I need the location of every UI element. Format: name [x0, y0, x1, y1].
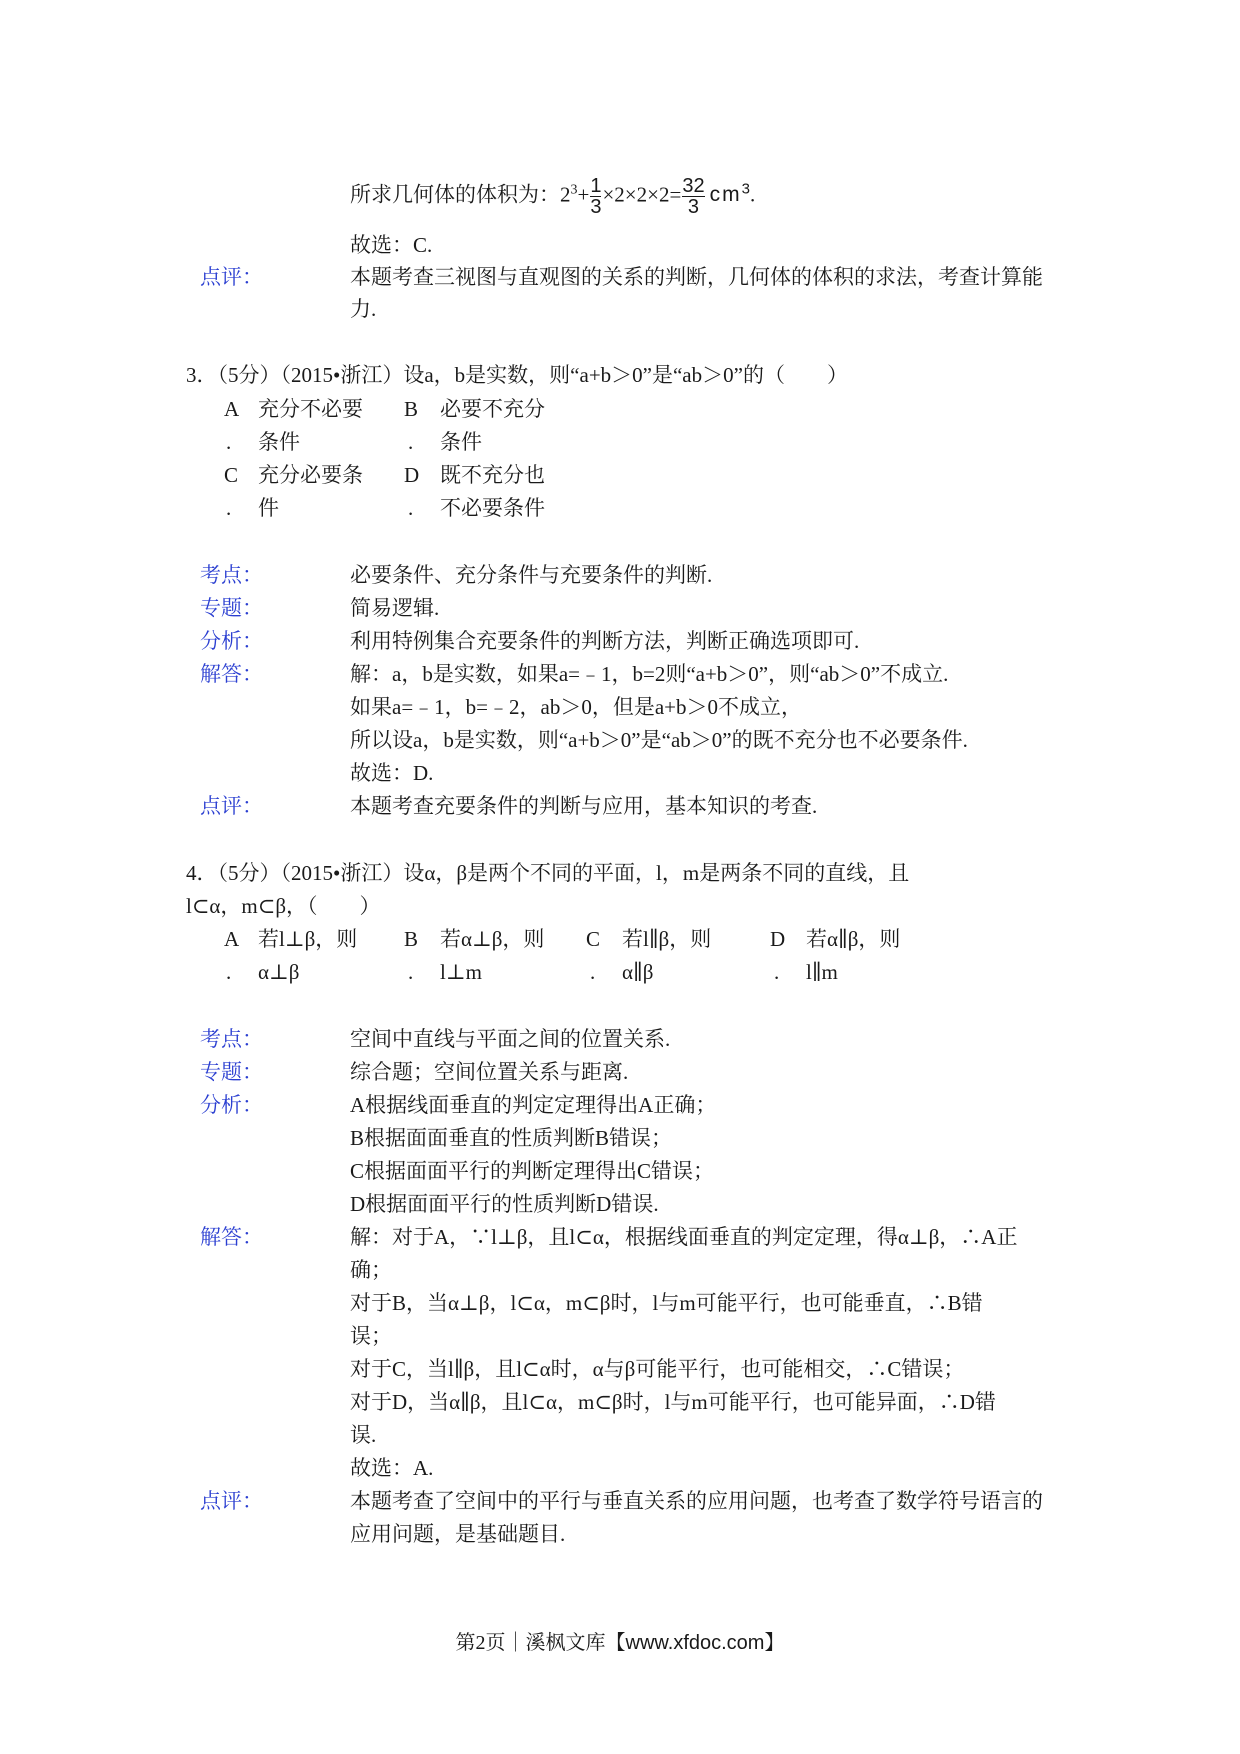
- q3-fenxi: 利用特例集合充要条件的判断方法，判断正确选项即可.: [350, 629, 860, 653]
- q4-option-c-text1: 若l∥β，则: [622, 927, 712, 951]
- q3-kaodian-label: 考点：: [200, 563, 263, 587]
- volume-exponent: 3: [570, 182, 578, 198]
- q3-option-d-letter: D: [404, 463, 420, 487]
- q4-fenxi-line: B根据面面垂直的性质判断B错误；: [350, 1126, 673, 1150]
- prev-comment-line2: 力.: [350, 297, 377, 321]
- q4-jieda-line: 对于B，当α⊥β，l⊂α，m⊂β时，l与m可能平行，也可能垂直，∴B错: [350, 1291, 983, 1315]
- unit-exponent: 3: [741, 180, 750, 198]
- q4-option-c-text2: α∥β: [622, 960, 654, 984]
- fraction-denominator: 3: [590, 196, 602, 218]
- q3-jieda-line: 如果a=﹣1，b=﹣2，ab＞0，但是a+b＞0不成立，: [350, 695, 802, 719]
- q3-fenxi-label: 分析：: [200, 629, 263, 653]
- q4-stem-line1: 4．（5分）（2015•浙江）设α，β是两个不同的平面，l，m是两条不同的直线，且: [186, 861, 910, 885]
- q3-option-a-dot: .: [226, 430, 232, 454]
- q3-option-a-text1: 充分不必要: [258, 397, 363, 421]
- footer-brand-link[interactable]: 【www.xfdoc.com】: [605, 1632, 785, 1654]
- q3-option-b-text2: 条件: [440, 430, 482, 454]
- q3-option-d-text1: 既不充分也: [440, 463, 545, 487]
- q4-jieda-line: 误.: [350, 1423, 377, 1447]
- q4-jieda-line: 对于C，当l∥β，且l⊂α时，α与β可能平行，也可能相交，∴C错误；: [350, 1357, 965, 1381]
- q4-jieda-line: 故选：A.: [350, 1456, 434, 1480]
- q3-jieda-line: 故选：D.: [350, 761, 434, 785]
- q4-option-b-letter: B: [404, 927, 419, 951]
- prev-comment-line1: 本题考查三视图与直观图的关系的判断，几何体的体积的求法，考查计算能: [350, 265, 1043, 289]
- q4-option-c-dot: .: [590, 960, 596, 984]
- q4-option-c-letter: C: [586, 927, 601, 951]
- q4-jieda-line: 对于D，当α∥β，且l⊂α，m⊂β时，l与m可能平行，也可能异面，∴D错: [350, 1390, 996, 1414]
- q4-option-a-text2: α⊥β: [258, 960, 300, 984]
- q4-dianping-line: 本题考查了空间中的平行与垂直关系的应用问题，也考查了数学符号语言的: [350, 1489, 1043, 1513]
- q3-zhuanti-label: 专题：: [200, 596, 263, 620]
- q3-option-c-dot: .: [226, 496, 232, 520]
- page-footer: [0, 1630, 1240, 1656]
- prev-choose: 故选：C.: [350, 233, 433, 257]
- q4-kaodian: 空间中直线与平面之间的位置关系.: [350, 1027, 671, 1051]
- fraction-one-third: [590, 176, 601, 217]
- fraction-32-thirds: [682, 176, 704, 217]
- q4-dianping-line: 应用问题，是基础题目.: [350, 1522, 566, 1546]
- q3-kaodian: 必要条件、充分条件与充要条件的判断.: [350, 563, 713, 587]
- volume-product: ×2×2×2=: [602, 182, 682, 207]
- q4-fenxi-line: D根据面面平行的性质判断D错误.: [350, 1192, 659, 1216]
- q3-jieda-line: 解：a，b是实数，如果a=﹣1，b=2则“a+b＞0”，则“ab＞0”不成立.: [350, 662, 949, 686]
- q4-fenxi-line: A根据线面垂直的判定定理得出A正确；: [350, 1093, 717, 1117]
- q3-jieda-label: 解答：: [200, 662, 263, 686]
- q4-dianping-label: 点评：: [200, 1489, 263, 1513]
- q4-fenxi-line: C根据面面平行的判断定理得出C错误；: [350, 1159, 715, 1183]
- footer-page-number: 第2页｜溪枫文库: [455, 1632, 606, 1654]
- fraction-numerator: 1: [590, 175, 602, 197]
- volume-formula: [350, 176, 755, 217]
- q3-option-c-letter: C: [224, 463, 239, 487]
- q3-stem: 3．（5分）（2015•浙江）设a，b是实数，则“a+b＞0”是“ab＞0”的（ ）: [186, 363, 848, 387]
- q4-option-b-text1: 若α⊥β，则: [440, 927, 545, 951]
- q3-option-b-dot: .: [408, 430, 414, 454]
- q3-option-d-text2: 不必要条件: [440, 496, 545, 520]
- q4-fenxi-label: 分析：: [200, 1093, 263, 1117]
- q4-zhuanti-label: 专题：: [200, 1060, 263, 1084]
- q3-dianping-label: 点评：: [200, 794, 263, 818]
- q4-jieda-line: 确；: [350, 1258, 392, 1282]
- q4-kaodian-label: 考点：: [200, 1027, 263, 1051]
- q4-zhuanti: 综合题；空间位置关系与距离.: [350, 1060, 629, 1084]
- prev-comment-label: 点评：: [200, 265, 263, 289]
- q4-jieda-label: 解答：: [200, 1225, 263, 1249]
- fraction-numerator: 32: [682, 175, 705, 197]
- q4-option-d-text2: l∥m: [806, 960, 838, 984]
- q3-option-c-text2: 件: [258, 496, 279, 520]
- q4-option-b-dot: .: [408, 960, 414, 984]
- q3-jieda-line: 所以设a，b是实数，则“a+b＞0”是“ab＞0”的既不充分也不必要条件.: [350, 728, 968, 752]
- q4-option-a-dot: .: [226, 960, 232, 984]
- q4-stem-line2: l⊂α，m⊂β，（ ）: [186, 894, 381, 918]
- q4-option-b-text2: l⊥m: [440, 960, 482, 984]
- q4-jieda-line: 解：对于A，∵l⊥β，且l⊂α，根据线面垂直的判定定理，得α⊥β，∴A正: [350, 1225, 1018, 1249]
- q3-option-d-dot: .: [408, 496, 414, 520]
- period: .: [749, 182, 756, 207]
- q3-option-b-letter: B: [404, 397, 419, 421]
- q3-option-c-text1: 充分必要条: [258, 463, 363, 487]
- q3-option-a-letter: A: [224, 397, 240, 421]
- fraction-denominator: 3: [682, 196, 704, 217]
- q4-option-d-dot: .: [774, 960, 780, 984]
- unit-cm: cm: [709, 183, 742, 207]
- q4-option-a-letter: A: [224, 927, 240, 951]
- q3-zhuanti: 简易逻辑.: [350, 596, 440, 620]
- q4-option-d-text1: 若α∥β，则: [806, 927, 901, 951]
- q4-option-a-text1: 若l⊥β，则: [258, 927, 358, 951]
- q3-option-b-text1: 必要不充分: [440, 397, 545, 421]
- q3-dianping: 本题考查充要条件的判断与应用，基本知识的考查.: [350, 794, 818, 818]
- plus-sign: +: [577, 182, 590, 207]
- q4-option-d-letter: D: [770, 927, 786, 951]
- q4-jieda-line: 误；: [350, 1324, 392, 1348]
- volume-text: 所求几何体的体积为：2: [350, 182, 571, 207]
- q3-option-a-text2: 条件: [258, 430, 300, 454]
